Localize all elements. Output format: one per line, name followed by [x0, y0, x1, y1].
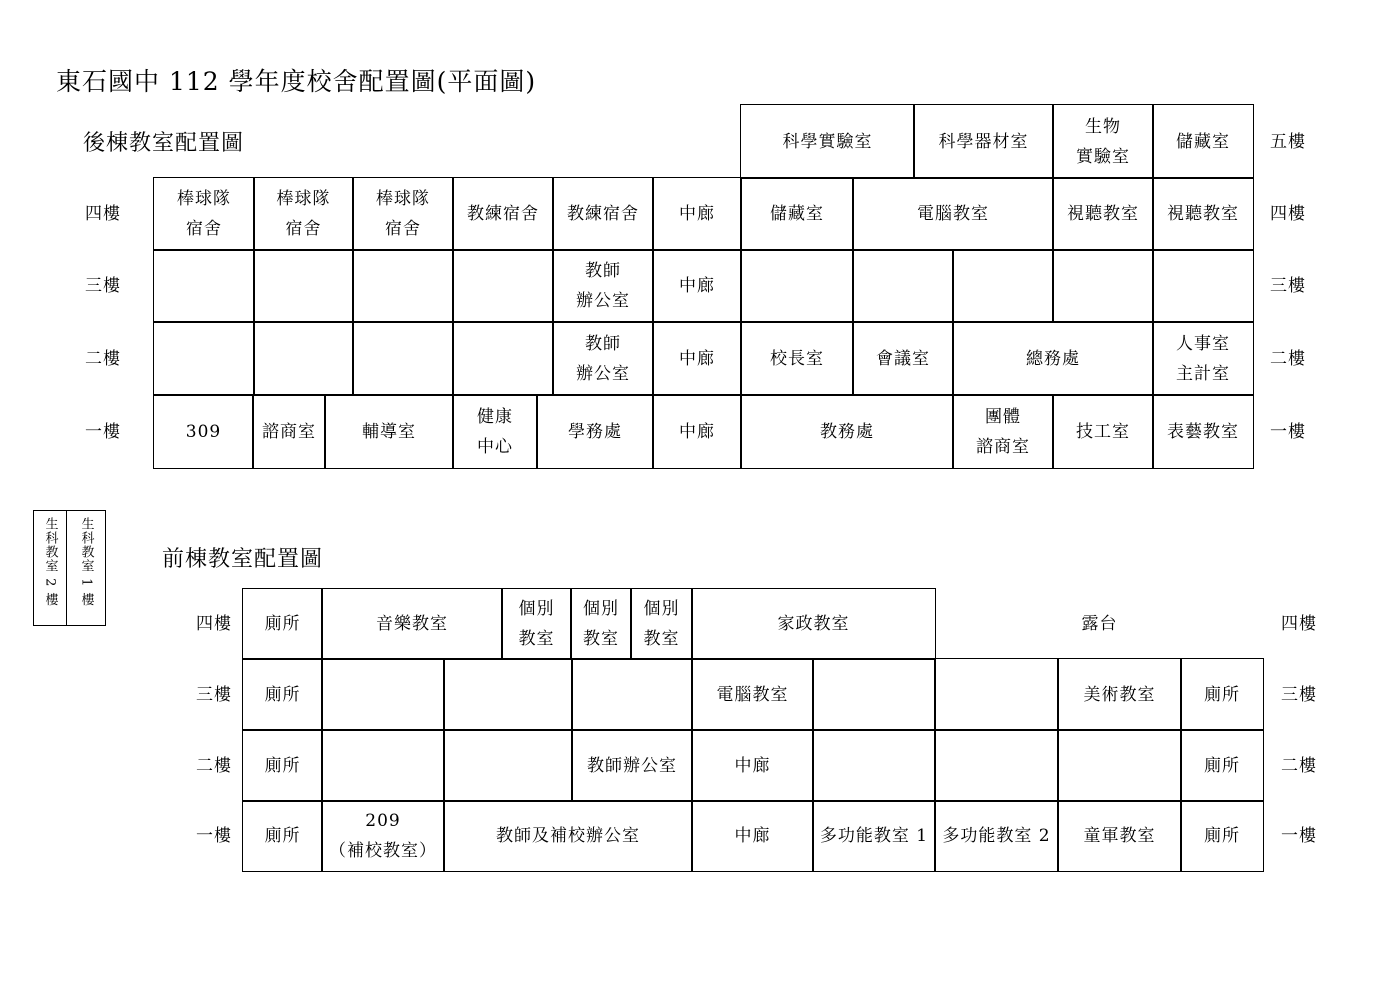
- room-health-center: 健康 中心: [452, 394, 538, 469]
- front-floor-label-1f-left: 一樓: [196, 826, 232, 846]
- room-biology-lab: 生物 實驗室: [1052, 104, 1154, 179]
- room-computer-4f: 電腦教室: [852, 177, 1054, 251]
- front-building-heading: 前棟教室配置圖: [162, 547, 324, 572]
- room-empty: [740, 249, 854, 323]
- rear-floor-label-1f-left: 一樓: [85, 421, 121, 442]
- room-coach-dorm-1: 教練宿舍: [452, 177, 554, 251]
- room-meeting: 會議室: [852, 321, 954, 396]
- rear-floor-label-2f-right: 二樓: [1270, 348, 1306, 369]
- room-empty: [452, 321, 554, 396]
- rear-floor-label-1f-right: 一樓: [1270, 421, 1306, 442]
- room-empty: [321, 729, 445, 802]
- front-floor-label-4f-left: 四樓: [196, 613, 232, 634]
- room-home-economics: 家政教室: [691, 588, 936, 660]
- room-empty: [934, 658, 1059, 731]
- room-student-affairs: 學務處: [536, 394, 654, 469]
- room-empty: [352, 249, 454, 323]
- rear-floor-label-5f-right: 五樓: [1270, 131, 1306, 152]
- room-music: 音樂教室: [321, 588, 503, 660]
- room-coach-dorm-2: 教練宿舍: [552, 177, 654, 251]
- room-restroom-3f: 廁所: [242, 658, 323, 731]
- room-science-equipment: 科學器材室: [913, 104, 1054, 179]
- room-empty: [952, 249, 1054, 323]
- room-corridor-4f: 中廊: [652, 177, 742, 251]
- front-floor-label-2f-right: 二樓: [1281, 755, 1317, 776]
- room-teacher-night-school-office: 教師及補校辦公室: [443, 800, 693, 872]
- page-title: 東石國中 112 學年度校舍配置圖(平面圖): [56, 67, 537, 96]
- room-empty: [352, 321, 454, 396]
- rear-floor-label-4f-left: 四樓: [85, 204, 121, 224]
- room-empty: [1057, 729, 1182, 802]
- front-floor-label-2f-left: 二樓: [196, 755, 232, 776]
- rear-floor-label-3f-left: 三樓: [85, 276, 121, 296]
- room-teacher-office-3f: 教師 辦公室: [552, 249, 654, 323]
- room-restroom-2f-east: 廁所: [1180, 729, 1264, 802]
- room-multipurpose-2: 多功能教室 2: [934, 800, 1059, 872]
- room-empty: [321, 658, 445, 731]
- room-principal: 校長室: [740, 321, 854, 396]
- terrace: 露台: [1081, 613, 1118, 634]
- room-corridor-3f: 中廊: [652, 249, 742, 323]
- front-floor-label-4f-right: 四樓: [1281, 613, 1317, 634]
- room-teacher-office-2f: 教師 辦公室: [552, 321, 654, 396]
- room-empty: [1052, 249, 1154, 323]
- room-general-affairs: 總務處: [952, 321, 1154, 396]
- room-guidance: 輔導室: [324, 394, 454, 469]
- rear-building-heading: 後棟教室配置圖: [83, 131, 245, 156]
- room-restroom-2f: 廁所: [242, 729, 323, 802]
- rear-floor-label-2f-left: 二樓: [85, 348, 121, 369]
- room-group-counseling: 團體 諮商室: [952, 394, 1054, 469]
- room-storage-4f: 儲藏室: [740, 177, 854, 251]
- room-empty: [934, 729, 1059, 802]
- room-empty: [812, 729, 936, 802]
- room-multipurpose-1: 多功能教室 1: [812, 800, 936, 872]
- room-art: 美術教室: [1057, 658, 1182, 731]
- room-empty: [852, 249, 954, 323]
- room-empty: [812, 658, 936, 731]
- room-academic-affairs: 教務處: [740, 394, 954, 469]
- room-corridor-1f: 中廊: [652, 394, 742, 469]
- front-floor-label-3f-left: 三樓: [196, 684, 232, 705]
- room-science-lab: 科學實驗室: [740, 104, 915, 179]
- room-computer-front-3f: 電腦教室: [691, 658, 814, 731]
- room-individual-1: 個別 教室: [501, 588, 572, 660]
- room-individual-2: 個別 教室: [570, 588, 632, 660]
- room-av-1: 視聽教室: [1052, 177, 1154, 251]
- room-209: 209 （補校教室）: [321, 800, 445, 872]
- front-floor-label-3f-right: 三樓: [1281, 684, 1317, 705]
- room-technician: 技工室: [1052, 394, 1154, 469]
- room-baseball-dorm-3: 棒球隊 宿舍: [352, 177, 454, 251]
- room-counseling: 諮商室: [252, 394, 326, 469]
- room-scout: 童軍教室: [1057, 800, 1182, 872]
- room-empty: [443, 658, 573, 731]
- room-empty: [253, 321, 354, 396]
- room-baseball-dorm-1: 棒球隊 宿舍: [153, 177, 255, 251]
- room-empty: [153, 321, 255, 396]
- room-restroom-1f-east: 廁所: [1180, 800, 1264, 872]
- room-performing-arts: 表藝教室: [1152, 394, 1254, 469]
- room-309: 309: [153, 394, 254, 469]
- room-empty: [253, 249, 354, 323]
- rear-floor-label-3f-right: 三樓: [1270, 276, 1306, 296]
- room-teacher-office-front-2f: 教師辦公室: [571, 729, 693, 802]
- room-restroom-1f: 廁所: [242, 800, 323, 872]
- room-restroom-3f-east: 廁所: [1180, 658, 1264, 731]
- room-storage-5f: 儲藏室: [1152, 104, 1254, 179]
- room-corridor-2f: 中廊: [652, 321, 742, 396]
- room-empty: [443, 729, 573, 802]
- room-personnel-accounting: 人事室 主計室: [1152, 321, 1254, 396]
- side-label-lab-1f: 生科教室 1 樓: [66, 510, 106, 626]
- room-empty: [153, 249, 255, 323]
- room-restroom-4f: 廁所: [242, 588, 323, 660]
- side-label-lab-2f: 生科教室 2 樓: [33, 510, 67, 626]
- room-individual-3: 個別 教室: [630, 588, 693, 660]
- rear-floor-label-4f-right: 四樓: [1270, 204, 1306, 224]
- room-empty: [452, 249, 554, 323]
- room-empty: [571, 658, 693, 731]
- front-floor-label-1f-right: 一樓: [1281, 826, 1317, 846]
- room-empty: [1152, 249, 1254, 323]
- room-corridor-front-1f: 中廊: [691, 800, 814, 872]
- room-av-2: 視聽教室: [1152, 177, 1254, 251]
- room-baseball-dorm-2: 棒球隊 宿舍: [253, 177, 354, 251]
- room-corridor-front-2f: 中廊: [691, 729, 814, 802]
